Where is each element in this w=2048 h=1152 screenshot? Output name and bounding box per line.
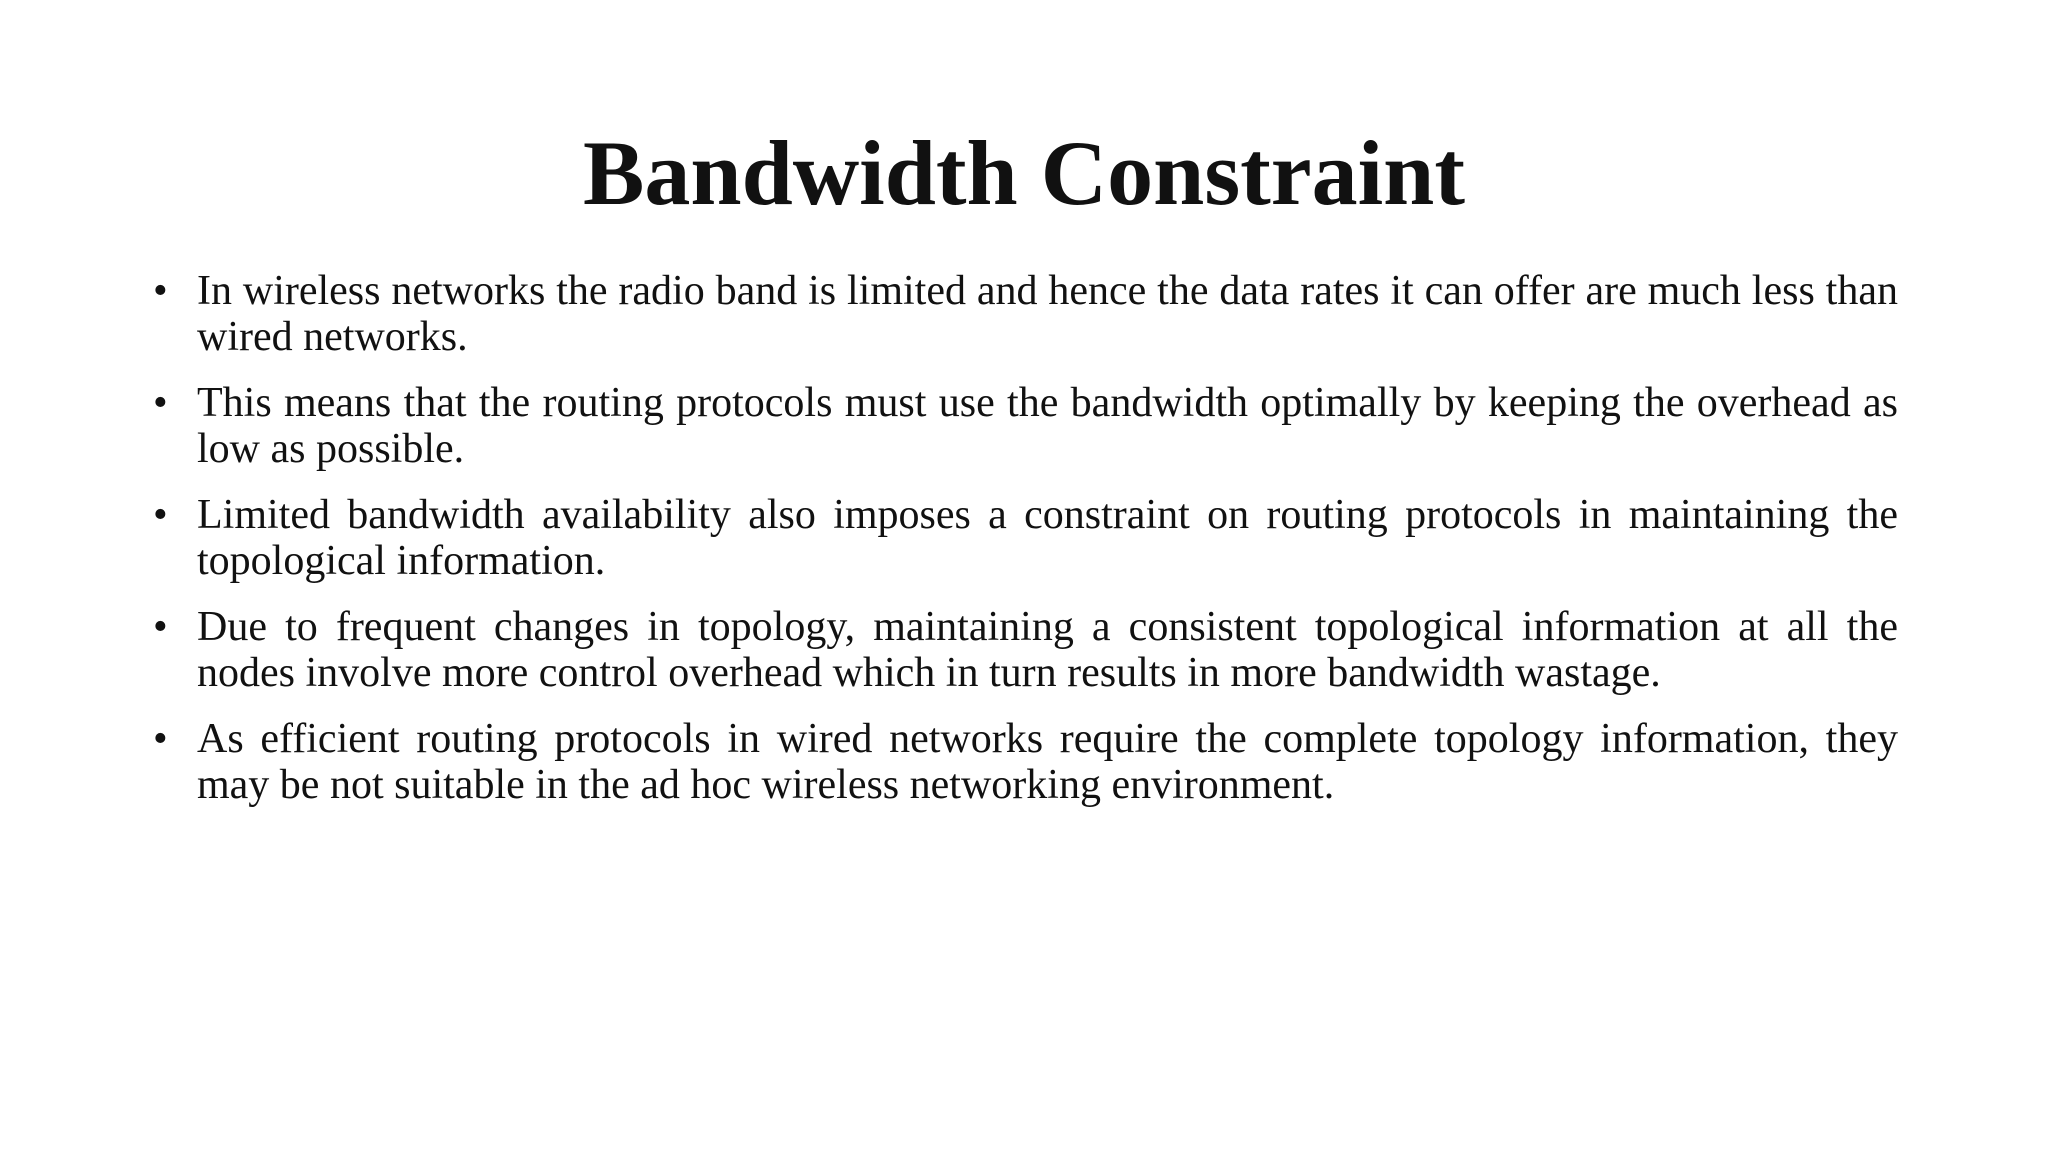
slide-title: Bandwidth Constraint <box>583 122 1465 224</box>
bullet-text: This means that the routing protocols must use the bandwidth optimally by keeping the overhead as low as possible. <box>197 380 1898 472</box>
bullet-marker: • <box>153 716 168 762</box>
bullet-marker: • <box>153 380 168 426</box>
bullet-marker: • <box>153 268 168 314</box>
bullet-marker: • <box>153 604 168 650</box>
bullet-item <box>153 604 1898 696</box>
bullet-item <box>153 716 1898 808</box>
bullet-marker: • <box>153 492 168 538</box>
bullet-text: Due to frequent changes in topology, maintaining a consistent topological information at all the nodes involve more control overhead which in turn results in more bandwidth wastage. <box>197 604 1898 696</box>
bullet-item <box>153 268 1898 360</box>
bullet-item <box>153 380 1898 472</box>
bullet-list <box>153 268 1898 828</box>
bullet-text: As efficient routing protocols in wired networks require the complete topology information, they may be not suitable in the ad hoc wireless networking environment. <box>197 716 1898 808</box>
bullet-text: Limited bandwidth availability also imposes a constraint on routing protocols in maintaining the topological information. <box>197 492 1898 584</box>
bullet-text: In wireless networks the radio band is limited and hence the data rates it can offer are much less than wired networks. <box>197 268 1898 360</box>
bullet-item <box>153 492 1898 584</box>
